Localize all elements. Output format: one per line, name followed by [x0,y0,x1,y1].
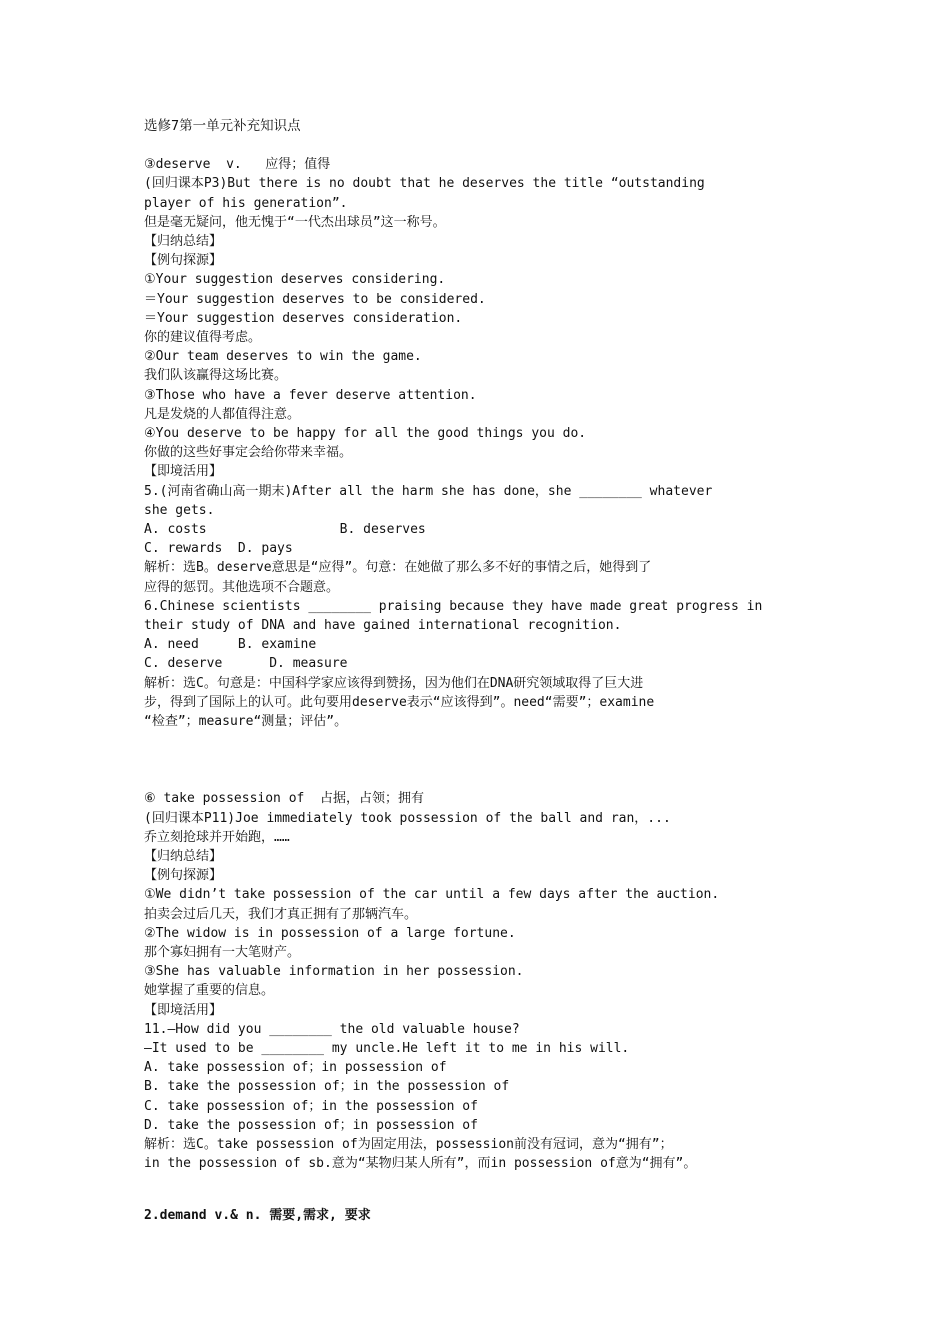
textbook-translation: 但是毫无疑问，他无愧于“一代杰出球员”这一称号。 [144,214,446,230]
section-demand [144,1206,809,1225]
document-page [144,117,809,1226]
question-11: 11.—How did you ________ the old valuable house? [144,1021,520,1037]
example-line: 她掌握了重要的信息。 [144,983,275,999]
example-line: 那个寡妇拥有一大笔财产。 [144,944,301,960]
summary-label: 【归纳总结】 [144,848,223,864]
question-11-cont: —It used to be ________ my uncle.He left it to me in his will. [144,1040,630,1056]
question-11-option: B. take the possession of；in the possession of [144,1079,510,1095]
section-take-possession [144,789,809,1173]
example-line: ③She has valuable information in her possession. [144,964,524,980]
question-6-answer: 解析：选C。句意是：中国科学家应该得到赞扬，因为他们在DNA研究领域取得了巨大进 [144,675,644,691]
spacer [144,1173,809,1206]
example-line: 你做的这些好事定会给你带来幸福。 [144,445,353,461]
question-5: 5.(河南省确山高一期末)After all the harm she has done，she ________ whatever [144,483,713,499]
spacer [144,731,809,789]
question-5-answer: 解析：选B。deserve意思是“应得”。句意：在她做了那么多不好的事情之后，她得到了 [144,560,652,576]
question-11-answer-cont: in the possession of sb.意为“某物归某人所有”，而in possession of意为“拥有”。 [144,1156,697,1172]
question-6-options: A. need B. examine [144,637,317,653]
question-6: 6.Chinese scientists ________ praising because they have made great progress in [144,598,763,614]
example-line: ＝Your suggestion deserves to be considered. [144,291,486,307]
question-6-cont: their study of DNA and have gained international recognition. [144,618,622,634]
example-line: ＝Your suggestion deserves consideration. [144,310,463,326]
example-line: ②Our team deserves to win the game. [144,349,422,365]
question-6-answer-cont: 步，得到了国际上的认可。此句要用deserve表示“应该得到”。need“需要”；examine [144,694,655,710]
example-line: 凡是发烧的人都值得注意。 [144,406,301,422]
examples-label: 【例句探源】 [144,868,223,884]
question-11-option: D. take the possession of；in possession of [144,1117,478,1133]
question-5-cont: she gets. [144,502,215,518]
example-line: ①Your suggestion deserves considering. [144,272,446,288]
question-11-option: A. take possession of；in possession of [144,1060,447,1076]
example-line: 你的建议值得考虑。 [144,330,262,346]
question-11-option: C. take possession of；in the possession of [144,1098,478,1114]
section-deserve [144,155,809,731]
question-6-options: C. deserve D. measure [144,656,348,672]
textbook-quote-cont: player of his generation”. [144,195,348,211]
question-5-answer-cont: 应得的惩罚。其他选项不合题意。 [144,579,340,595]
example-line: ①We didn’t take possession of the car until a few days after the auction. [144,887,720,903]
document-title: 选修7第一单元补充知识点 [144,118,301,134]
textbook-translation: 乔立刻抢球并开始跑，…… [144,829,290,845]
question-11-answer: 解析：选C。take possession of为固定用法，possession前没有冠词，意为“拥有”； [144,1136,673,1152]
section-heading: ③deserve v. 应得；值得 [144,157,331,173]
practice-label: 【即境活用】 [144,464,223,480]
example-line: ③Those who have a fever deserve attention. [144,387,477,403]
example-line: 拍卖会过后几天，我们才真正拥有了那辆汽车。 [144,906,418,922]
examples-label: 【例句探源】 [144,253,223,269]
section-heading: ⑥ take possession of 占据，占领；拥有 [144,791,425,807]
example-line: 我们队该赢得这场比赛。 [144,368,288,384]
question-6-answer-cont: “检查”；measure“测量；评估”。 [144,714,348,730]
question-5-options: A. costs B. deserves [144,522,426,538]
summary-label: 【归纳总结】 [144,234,223,250]
textbook-quote: (回归课本P3)But there is no doubt that he deserves the title “outstanding [144,176,705,192]
question-5-options: C. rewards D. pays [144,541,293,557]
example-line: ④You deserve to be happy for all the good things you do. [144,426,587,442]
practice-label: 【即境活用】 [144,1002,223,1018]
section-heading: 2.demand v.& n. 需要,需求, 要求 [144,1208,371,1224]
textbook-quote: (回归课本P11)Joe immediately took possession of the ball and ran，... [144,810,671,826]
example-line: ②The widow is in possession of a large fortune. [144,925,516,941]
